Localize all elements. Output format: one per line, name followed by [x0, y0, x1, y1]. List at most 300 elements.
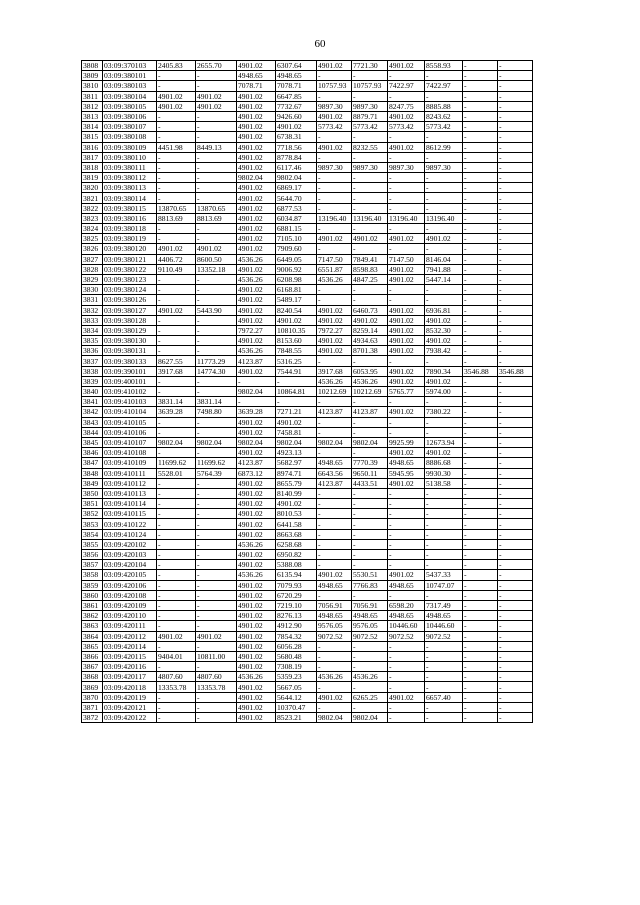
table-cell: -: [498, 152, 533, 162]
table-cell: 7854.32: [276, 631, 317, 641]
table-cell: 4901.02: [425, 376, 463, 386]
table-row: [82, 305, 533, 315]
table-cell: -: [498, 315, 533, 325]
table-cell: 03:09:380131: [103, 346, 157, 356]
table-cell: -: [498, 600, 533, 610]
table-cell: 4901.02: [237, 264, 276, 274]
table-cell: -: [157, 295, 196, 305]
table-cell: 4901.02: [237, 101, 276, 111]
table-row: [82, 397, 533, 407]
table-cell: 3864: [82, 631, 103, 641]
table-cell: 9802.04: [276, 437, 317, 447]
table-cell: -: [317, 356, 352, 366]
table-cell: -: [317, 702, 352, 712]
table-cell: 3840: [82, 387, 103, 397]
table-row: [82, 682, 533, 692]
table-cell: 03:09:420105: [103, 570, 157, 580]
table-cell: 3639.28: [157, 407, 196, 417]
table-cell: -: [463, 560, 498, 570]
table-cell: 6873.12: [237, 468, 276, 478]
table-cell: 4901.02: [157, 305, 196, 315]
table-cell: -: [157, 600, 196, 610]
table-cell: -: [498, 427, 533, 437]
table-cell: -: [498, 448, 533, 458]
table-cell: 4901.02: [388, 142, 425, 152]
table-cell: 2655.70: [196, 61, 237, 71]
table-cell: 3810: [82, 81, 103, 91]
table-row: [82, 213, 533, 223]
table-cell: -: [425, 295, 463, 305]
table-cell: -: [157, 234, 196, 244]
table-cell: -: [157, 387, 196, 397]
table-cell: 8701.38: [352, 346, 388, 356]
table-cell: -: [498, 631, 533, 641]
table-cell: 4536.26: [237, 672, 276, 682]
table-cell: 6950.82: [276, 550, 317, 560]
table-cell: 9802.04: [237, 437, 276, 447]
table-cell: 4948.65: [388, 611, 425, 621]
table-cell: 4901.02: [388, 376, 425, 386]
table-cell: 03:09:380116: [103, 213, 157, 223]
table-cell: -: [463, 672, 498, 682]
table-cell: 3817: [82, 152, 103, 162]
table-cell: 8813.69: [196, 213, 237, 223]
table-cell: -: [157, 376, 196, 386]
table-cell: 7147.50: [388, 254, 425, 264]
table-row: [82, 173, 533, 183]
table-cell: 3835: [82, 336, 103, 346]
table-cell: -: [352, 224, 388, 234]
table-cell: 8813.69: [157, 213, 196, 223]
table-cell: 4948.65: [352, 611, 388, 621]
table-cell: -: [157, 692, 196, 702]
table-cell: 03:09:380119: [103, 234, 157, 244]
table-cell: 13353.78: [196, 682, 237, 692]
table-cell: -: [196, 539, 237, 549]
table-row: [82, 621, 533, 631]
table-cell: -: [196, 713, 237, 723]
table-cell: 9930.30: [425, 468, 463, 478]
table-cell: 3819: [82, 173, 103, 183]
table-cell: 4901.02: [388, 274, 425, 284]
table-cell: -: [388, 203, 425, 213]
table-cell: -: [317, 397, 352, 407]
table-cell: 3639.28: [237, 407, 276, 417]
table-cell: 9404.01: [157, 651, 196, 661]
table-cell: -: [463, 641, 498, 651]
table-cell: -: [425, 641, 463, 651]
table-cell: 10446.60: [388, 621, 425, 631]
table-cell: -: [498, 183, 533, 193]
table-cell: -: [317, 71, 352, 81]
table-cell: 4901.02: [237, 203, 276, 213]
table-row: [82, 611, 533, 621]
table-cell: -: [498, 274, 533, 284]
table-cell: -: [425, 183, 463, 193]
table-cell: -: [157, 224, 196, 234]
table-cell: -: [157, 315, 196, 325]
table-cell: 7766.83: [352, 580, 388, 590]
table-cell: 4901.02: [388, 234, 425, 244]
table-cell: -: [157, 590, 196, 600]
table-cell: -: [196, 600, 237, 610]
table-cell: 4901.02: [388, 570, 425, 580]
table-cell: 4901.02: [237, 366, 276, 376]
table-row: [82, 376, 533, 386]
table-cell: 5773.42: [317, 122, 352, 132]
table-cell: 3812: [82, 101, 103, 111]
table-cell: -: [498, 132, 533, 142]
table-cell: -: [317, 173, 352, 183]
table-cell: 4948.65: [317, 611, 352, 621]
table-cell: 7317.49: [425, 600, 463, 610]
table-row: [82, 356, 533, 366]
table-cell: -: [463, 213, 498, 223]
table-cell: 4901.02: [237, 488, 276, 498]
table-cell: -: [352, 509, 388, 519]
table-cell: 03:09:410112: [103, 478, 157, 488]
table-cell: 03:09:380122: [103, 264, 157, 274]
table-cell: -: [157, 162, 196, 172]
table-cell: -: [463, 468, 498, 478]
table-cell: -: [498, 397, 533, 407]
table-cell: 13352.18: [196, 264, 237, 274]
table-cell: -: [425, 152, 463, 162]
table-cell: -: [196, 692, 237, 702]
table-row: [82, 295, 533, 305]
table-cell: -: [317, 499, 352, 509]
table-cell: 3546.88: [498, 366, 533, 376]
table-cell: 3845: [82, 437, 103, 447]
table-cell: -: [425, 672, 463, 682]
table-cell: -: [196, 336, 237, 346]
table-cell: -: [196, 488, 237, 498]
table-cell: 03:09:420116: [103, 662, 157, 672]
table-cell: 5945.95: [388, 468, 425, 478]
table-cell: 03:09:410108: [103, 448, 157, 458]
table-cell: -: [196, 346, 237, 356]
table-cell: 9925.99: [388, 437, 425, 447]
table-cell: -: [463, 244, 498, 254]
table-cell: -: [463, 264, 498, 274]
table-cell: 03:09:370103: [103, 61, 157, 71]
table-body: [82, 61, 533, 723]
table-cell: 4934.63: [352, 336, 388, 346]
table-cell: 4901.02: [388, 407, 425, 417]
table-cell: 3847: [82, 458, 103, 468]
table-cell: 3821: [82, 193, 103, 203]
table-cell: -: [425, 662, 463, 672]
table-cell: -: [157, 509, 196, 519]
table-cell: -: [463, 437, 498, 447]
table-cell: -: [498, 509, 533, 519]
table-cell: -: [352, 152, 388, 162]
table-cell: -: [317, 590, 352, 600]
table-cell: 3546.88: [463, 366, 498, 376]
table-cell: 3831.14: [196, 397, 237, 407]
table-cell: -: [425, 539, 463, 549]
table-cell: 9802.04: [317, 713, 352, 723]
table-cell: 3852: [82, 509, 103, 519]
table-cell: -: [317, 224, 352, 234]
table-cell: 4901.02: [317, 111, 352, 121]
table-cell: 7056.91: [317, 600, 352, 610]
table-cell: -: [196, 376, 237, 386]
table-cell: 4901.02: [237, 295, 276, 305]
table-cell: -: [498, 550, 533, 560]
table-cell: 03:09:420102: [103, 539, 157, 549]
table-cell: 4536.26: [237, 346, 276, 356]
table-cell: 4901.02: [237, 142, 276, 152]
table-cell: 3858: [82, 570, 103, 580]
table-cell: -: [317, 203, 352, 213]
table-cell: 6135.94: [276, 570, 317, 580]
table-cell: 4901.02: [196, 91, 237, 101]
table-row: [82, 122, 533, 132]
table-cell: -: [317, 417, 352, 427]
table-cell: 03:09:380123: [103, 274, 157, 284]
table-cell: 4948.65: [388, 580, 425, 590]
table-cell: -: [425, 397, 463, 407]
table-cell: -: [196, 234, 237, 244]
table-cell: 03:09:420117: [103, 672, 157, 682]
table-cell: 5765.77: [388, 387, 425, 397]
table-cell: -: [157, 570, 196, 580]
table-cell: -: [463, 61, 498, 71]
table-cell: -: [463, 325, 498, 335]
table-cell: -: [463, 162, 498, 172]
table-cell: 4948.65: [317, 580, 352, 590]
table-cell: 6441.58: [276, 519, 317, 529]
table-row: [82, 529, 533, 539]
table-cell: -: [463, 692, 498, 702]
table-cell: 7972.27: [317, 325, 352, 335]
table-cell: -: [157, 448, 196, 458]
table-cell: -: [463, 651, 498, 661]
table-cell: -: [196, 132, 237, 142]
table-cell: 5489.17: [276, 295, 317, 305]
table-cell: -: [498, 682, 533, 692]
table-cell: 13353.78: [157, 682, 196, 692]
table-cell: 4948.65: [388, 458, 425, 468]
table-cell: -: [317, 285, 352, 295]
table-cell: -: [463, 142, 498, 152]
table-cell: 03:09:380118: [103, 224, 157, 234]
table-cell: -: [463, 122, 498, 132]
table-cell: -: [196, 499, 237, 509]
table-cell: 4901.02: [237, 641, 276, 651]
table-cell: 3811: [82, 91, 103, 101]
table-cell: -: [498, 692, 533, 702]
table-cell: -: [463, 376, 498, 386]
table-cell: 6720.29: [276, 590, 317, 600]
table-cell: 4948.65: [237, 71, 276, 81]
page-number: 60: [314, 38, 326, 50]
table-cell: -: [463, 81, 498, 91]
table-cell: -: [196, 81, 237, 91]
table-cell: 7458.81: [276, 427, 317, 437]
table-cell: 03:09:410104: [103, 407, 157, 417]
table-row: [82, 244, 533, 254]
table-cell: 4901.02: [388, 325, 425, 335]
table-cell: 4901.02: [276, 417, 317, 427]
table-cell: -: [498, 662, 533, 672]
table-cell: -: [352, 183, 388, 193]
table-cell: 6643.56: [317, 468, 352, 478]
table-cell: -: [388, 427, 425, 437]
table-cell: 5447.14: [425, 274, 463, 284]
table-cell: 4901.02: [237, 611, 276, 621]
table-cell: -: [425, 427, 463, 437]
table-cell: -: [196, 448, 237, 458]
table-cell: 4847.25: [352, 274, 388, 284]
table-cell: 3828: [82, 264, 103, 274]
table-cell: -: [425, 702, 463, 712]
table-cell: 7078.71: [276, 81, 317, 91]
table-cell: 3853: [82, 519, 103, 529]
table-row: [82, 672, 533, 682]
table-cell: 4901.02: [157, 244, 196, 254]
table-cell: -: [463, 499, 498, 509]
table-row: [82, 264, 533, 274]
table-cell: 03:09:420119: [103, 692, 157, 702]
table-cell: 11773.29: [196, 356, 237, 366]
table-row: [82, 651, 533, 661]
table-row: [82, 662, 533, 672]
table-cell: -: [388, 499, 425, 509]
table-cell: 4901.02: [237, 519, 276, 529]
table-cell: 4536.26: [237, 570, 276, 580]
table-row: [82, 488, 533, 498]
table-cell: 5437.33: [425, 570, 463, 580]
table-cell: 13870.65: [196, 203, 237, 213]
table-cell: 4948.65: [317, 458, 352, 468]
table-cell: 8885.88: [425, 101, 463, 111]
table-cell: -: [388, 539, 425, 549]
table-cell: -: [498, 560, 533, 570]
table-cell: 4901.02: [157, 91, 196, 101]
table-cell: 9802.04: [317, 437, 352, 447]
table-cell: -: [498, 641, 533, 651]
table-cell: -: [157, 285, 196, 295]
table-cell: -: [425, 417, 463, 427]
table-cell: 4948.65: [276, 71, 317, 81]
table-cell: 5974.00: [425, 387, 463, 397]
table-cell: 4901.02: [237, 336, 276, 346]
table-cell: 5680.48: [276, 651, 317, 661]
table-cell: 9072.52: [352, 631, 388, 641]
table-cell: 3827: [82, 254, 103, 264]
table-cell: 8600.50: [196, 254, 237, 264]
table-cell: -: [463, 600, 498, 610]
table-cell: -: [425, 91, 463, 101]
table-cell: 8153.60: [276, 336, 317, 346]
table-cell: 10757.93: [352, 81, 388, 91]
table-cell: 5764.39: [196, 468, 237, 478]
table-cell: -: [352, 173, 388, 183]
table-cell: -: [498, 336, 533, 346]
table-cell: 4901.02: [237, 244, 276, 254]
table-cell: -: [317, 560, 352, 570]
table-cell: -: [463, 529, 498, 539]
table-cell: 3872: [82, 713, 103, 723]
table-cell: 8558.93: [425, 61, 463, 71]
table-cell: -: [463, 631, 498, 641]
table-cell: 3859: [82, 580, 103, 590]
table-cell: -: [498, 519, 533, 529]
table-cell: -: [463, 101, 498, 111]
table-cell: 4901.02: [425, 448, 463, 458]
table-cell: 9802.04: [276, 173, 317, 183]
table-cell: 3822: [82, 203, 103, 213]
table-cell: -: [388, 590, 425, 600]
table-cell: 9897.30: [317, 162, 352, 172]
table-cell: 3846: [82, 448, 103, 458]
table-cell: 4901.02: [388, 478, 425, 488]
table-cell: -: [425, 713, 463, 723]
table-cell: -: [425, 499, 463, 509]
table-cell: -: [388, 132, 425, 142]
table-cell: 3862: [82, 611, 103, 621]
table-cell: 6265.25: [352, 692, 388, 702]
table-cell: 03:09:380127: [103, 305, 157, 315]
table-cell: 13870.65: [157, 203, 196, 213]
table-cell: 8247.75: [388, 101, 425, 111]
table-cell: 6034.87: [276, 213, 317, 223]
table-cell: -: [157, 662, 196, 672]
table-cell: 4912.90: [276, 621, 317, 631]
table-cell: 3851: [82, 499, 103, 509]
table-cell: 3839: [82, 376, 103, 386]
table-cell: -: [498, 376, 533, 386]
table-row: [82, 254, 533, 264]
table-cell: -: [352, 651, 388, 661]
table-cell: -: [352, 356, 388, 366]
table-cell: -: [157, 173, 196, 183]
table-cell: 3814: [82, 122, 103, 132]
table-cell: -: [425, 71, 463, 81]
table-cell: -: [425, 173, 463, 183]
table-row: [82, 183, 533, 193]
table-cell: 4901.02: [237, 560, 276, 570]
table-cell: 5682.97: [276, 458, 317, 468]
table-cell: -: [425, 550, 463, 560]
table-cell: -: [317, 641, 352, 651]
table-cell: 9072.52: [425, 631, 463, 641]
table-cell: -: [237, 397, 276, 407]
table-cell: -: [157, 519, 196, 529]
table-cell: 03:09:420115: [103, 651, 157, 661]
table-cell: -: [425, 529, 463, 539]
table-cell: 03:09:380114: [103, 193, 157, 203]
table-cell: 5530.51: [352, 570, 388, 580]
table-cell: 4901.02: [237, 132, 276, 142]
table-cell: -: [352, 488, 388, 498]
table-cell: 13196.40: [317, 213, 352, 223]
table-cell: -: [498, 295, 533, 305]
table-cell: 4901.02: [237, 91, 276, 101]
table-row: [82, 427, 533, 437]
table-cell: 3866: [82, 651, 103, 661]
table-cell: -: [388, 417, 425, 427]
table-cell: -: [352, 539, 388, 549]
table-cell: -: [317, 550, 352, 560]
table-cell: -: [317, 193, 352, 203]
table-cell: 4901.02: [317, 570, 352, 580]
table-cell: -: [388, 651, 425, 661]
table-cell: -: [498, 101, 533, 111]
table-cell: 9006.92: [276, 264, 317, 274]
